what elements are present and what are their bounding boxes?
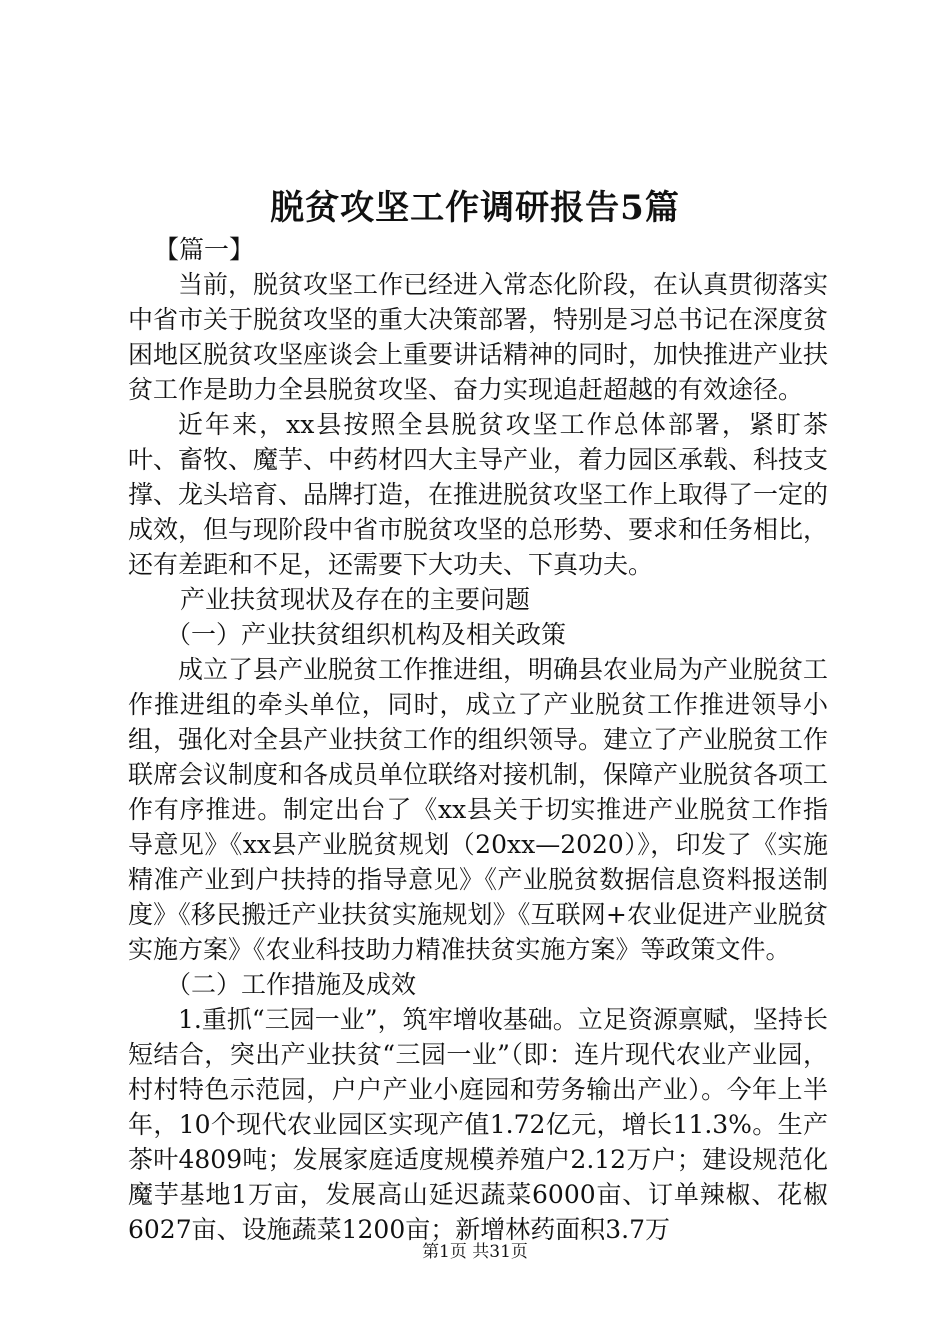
paragraph-organization: 成立了县产业脱贫工作推进组，明确县农业局为产业脱贫工作推进组的牵头单位，同时，成立了产业脱贫工作推进领导小组，强化对全县产业扶贫工作的组织领导。建立了产业脱贫工作联席会议制度和各成员单位联络对接机制，保障产业脱贫各项工作有序推进。制定出台了《xx县关于切实推进产业脱贫工作指导意见》《xx县产业脱贫规划（20xx—2020）》，印发了《实施精准产业到户扶持的指导意见》《产业脱贫数据信息资料报送制度》《移民搬迁产业扶贫实施规划》《互联网+农业促进产业脱贫实施方案》《农业科技助力精准扶贫实施方案》等政策文件。: [128, 655, 829, 964]
section-label: 【篇一】: [154, 235, 255, 264]
subsection-heading-2: （二）工作措施及成效: [166, 970, 417, 999]
document-title: 脱贫攻坚工作调研报告5篇: [270, 188, 680, 228]
page-footer: 第1页 共31页: [422, 1242, 528, 1262]
paragraph-overview: 近年来，xx县按照全县脱贫攻坚工作总体部署，紧盯茶叶、畜牧、魔芋、中药材四大主导产业，着力园区承载、科技支撑、龙头培育、品牌打造，在推进脱贫攻坚工作上取得了一定的成效，但与现阶段中省市脱贫攻坚的总形势、要求和任务相比，还有差距和不足，还需要下大功夫、下真功夫。: [128, 410, 829, 579]
section-heading: 产业扶贫现状及存在的主要问题: [180, 585, 531, 614]
paragraph-measures: 1.重抓“三园一业”，筑牢增收基础。立足资源禀赋，坚持长短结合，突出产业扶贫“三园一业”（即：连片现代农业产业园，村村特色示范园，户户产业小庭园和劳务输出产业）。今年上半年，10个现代农业园区实现产值1.72亿元，增长11.3%。生产茶叶4809吨；发展家庭适度规模养殖户2.12万户；建设规范化魔芋基地1万亩，发展高山延迟蔬菜6000亩、订单辣椒、花椒6027亩、设施蔬菜1200亩；新增林药面积3.7万: [128, 1005, 828, 1244]
paragraph-intro: 当前，脱贫攻坚工作已经进入常态化阶段，在认真贯彻落实中省市关于脱贫攻坚的重大决策部署，特别是习总书记在深度贫困地区脱贫攻坚座谈会上重要讲话精神的同时，加快推进产业扶贫工作是助力全县脱贫攻坚、奋力实现追赶超越的有效途径。: [128, 270, 829, 404]
subsection-heading-1: （一）产业扶贫组织机构及相关政策: [166, 620, 567, 649]
document-body: [128, 232, 828, 1247]
